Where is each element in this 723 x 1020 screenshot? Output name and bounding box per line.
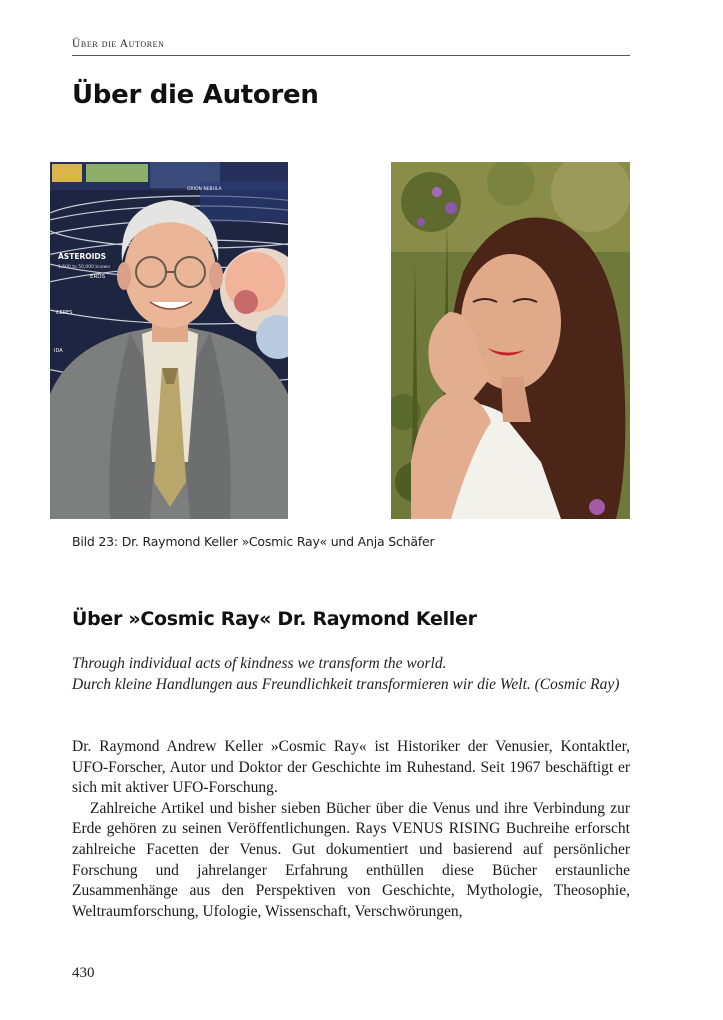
photo-raymond-keller [50, 162, 288, 519]
page-title: Über die Autoren [72, 80, 319, 110]
motto [72, 654, 632, 695]
poster-label-asteroids: ASTEROIDS [58, 252, 107, 261]
page-number: 430 [72, 965, 95, 981]
poster-label-asteroids-sub: 1,500 to 50,000 known [58, 265, 111, 270]
paragraph-1: Dr. Raymond Andrew Keller »Cosmic Ray« ist Historiker der Venusier, Kontaktler, UFO-Forscher, Autor und Doktor der Geschichte im Ruhestand. Seit 1967 beschäftigt er sich mit aktiver UFO-Forschung. [72, 738, 630, 797]
motto-german: Durch kleine Handlungen aus Freundlichkeit transformieren wir die Welt. (Cosmic Ray) [72, 675, 620, 693]
poster-label-ceres: CERES [56, 310, 73, 316]
paragraph-2: Zahlreiche Artikel und bisher sieben Bücher über die Venus und ihre Verbindung zur Erde gehören zu seinen Veröffentlichungen. Rays VENUS RISING Buchreihe erforscht zahlreiche Facetten der Venus. Gut dokumentiert und basierend auf persönlicher Forschung und jahrelanger Erfahrung enthüllen diese Bücher erstaunliche Zusammenhänge aus den Perspektiven von Geschichte, Mythologie, Theosophie, Weltraumforschung, Ufologie, Wissenschaft, Verschwörungen, [72, 799, 630, 920]
photo-anja-schaefer [391, 162, 630, 519]
motto-english: Through individual acts of kindness we transform the world. [72, 655, 447, 672]
poster-label-eros: EROS [90, 274, 106, 280]
running-header: Über die Autoren [72, 38, 165, 50]
section-heading: Über »Cosmic Ray« Dr. Raymond Keller [72, 608, 477, 630]
header-rule [72, 55, 630, 56]
poster-label-ida: IDA [54, 348, 63, 354]
body-text [72, 737, 630, 922]
figure-caption: Bild 23: Dr. Raymond Keller »Cosmic Ray« und Anja Schäfer [72, 534, 435, 549]
poster-label-orion: ORION NEBULA [187, 187, 222, 192]
